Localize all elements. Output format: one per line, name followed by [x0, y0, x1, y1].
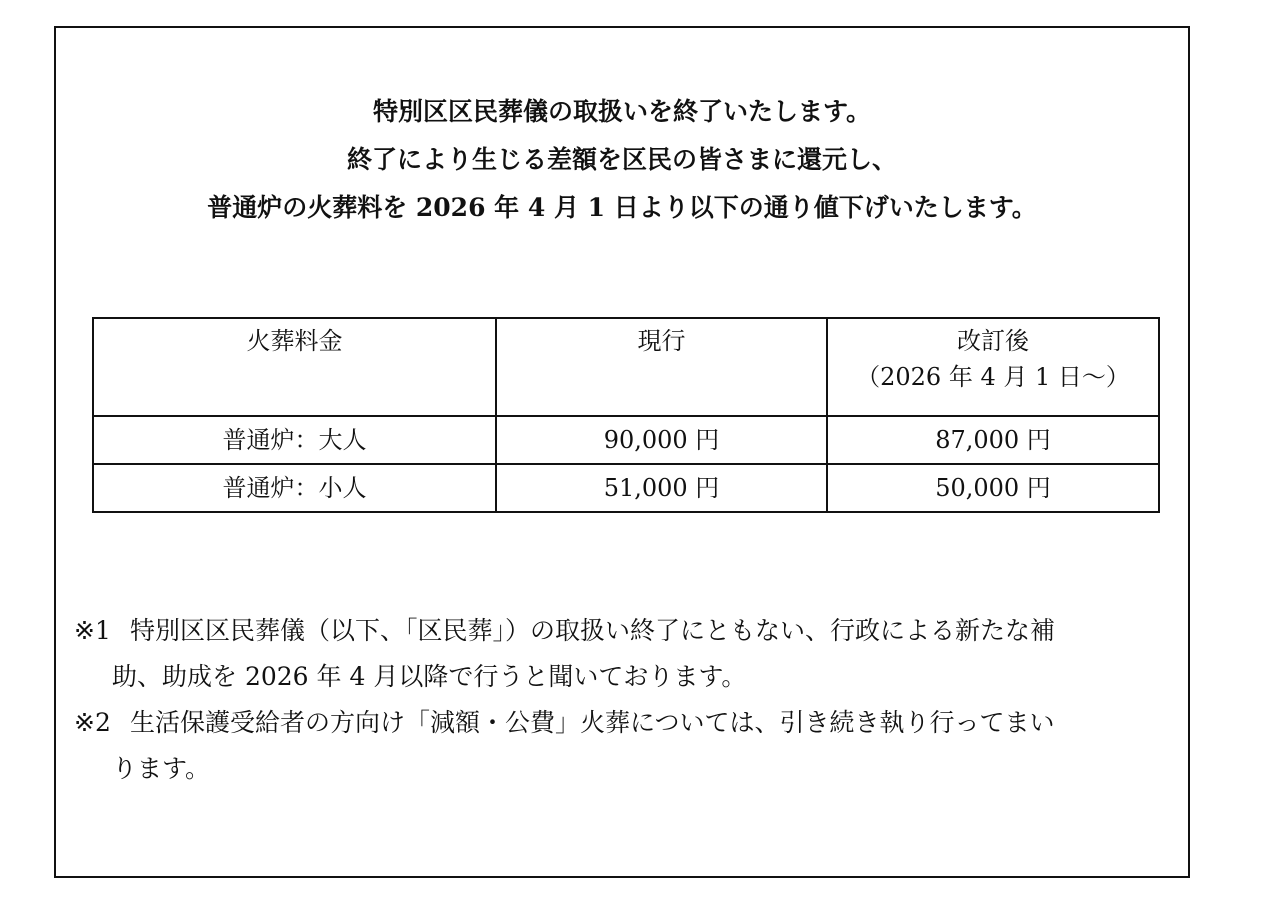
header-fee-type	[93, 318, 496, 416]
footnote-line: ります。	[112, 754, 211, 783]
row-revised-fee: 50,000 円	[827, 464, 1159, 512]
cremation-fee-table	[92, 317, 1160, 513]
footnote-line: 生活保護受給者の方向け「減額・公費」火葬については、引き続き執り行ってまい	[130, 708, 1055, 737]
footnote-marker: ※1	[74, 616, 111, 645]
row-label: 普通炉：大人	[93, 416, 496, 464]
notice-heading	[56, 88, 1188, 232]
footnote-marker: ※2	[74, 708, 111, 737]
footnotes	[74, 608, 1164, 792]
heading-line-3: 普通炉の火葬料を 2026 年 4 月 1 日より以下の通り値下げいたします。	[207, 193, 1037, 222]
footnote-text	[112, 700, 1164, 792]
header-current	[496, 318, 827, 416]
footnote-line: 特別区区民葬儀（以下、「区民葬」）の取扱い終了にともない、行政による新たな補	[130, 616, 1056, 645]
heading-line-1: 特別区区民葬儀の取扱いを終了いたします。	[372, 97, 871, 126]
table-header-row	[93, 318, 1159, 416]
row-label: 普通炉：小人	[93, 464, 496, 512]
footnote-text	[112, 608, 1164, 700]
header-current-label: 現行	[637, 327, 686, 355]
row-current-fee: 90,000 円	[496, 416, 827, 464]
row-current-fee: 51,000 円	[496, 464, 827, 512]
header-revised-date: （2026 年 4 月 1 日～）	[856, 363, 1130, 391]
table-row	[93, 464, 1159, 512]
notice-frame	[54, 26, 1190, 878]
heading-line-2: 終了により生じる差額を区民の皆さまに還元し、	[346, 145, 897, 174]
header-revised-label: 改訂後	[957, 327, 1029, 355]
row-revised-fee: 87,000 円	[827, 416, 1159, 464]
footnote-line: 助、助成を 2026 年 4 月以降で行うと聞いております。	[112, 662, 747, 691]
header-fee-type-label: 火葬料金	[246, 327, 343, 355]
footnote-2	[74, 700, 1164, 792]
header-revised	[827, 318, 1159, 416]
footnote-1	[74, 608, 1164, 700]
table-row	[93, 416, 1159, 464]
